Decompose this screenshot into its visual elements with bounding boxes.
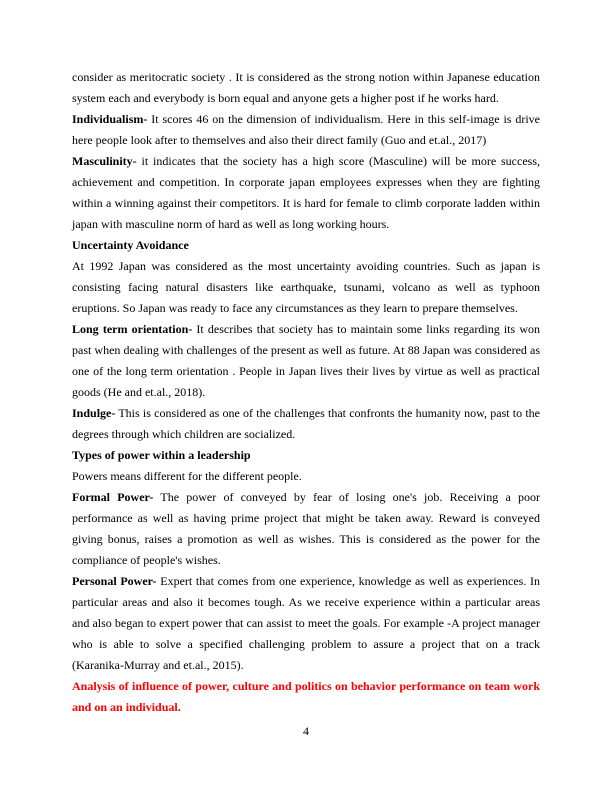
paragraph-meritocratic-society — [72, 67, 540, 109]
paragraph-lead: Formal Power- — [72, 490, 154, 504]
section-heading-text: Uncertainty Avoidance — [72, 238, 189, 252]
page-number: 4 — [303, 724, 309, 738]
paragraph-indulge — [72, 403, 540, 445]
paragraph-uncertainty-avoidance-body — [72, 256, 540, 319]
paragraph-text: Powers means different for the different people. — [72, 469, 302, 483]
paragraph-powers-means — [72, 466, 540, 487]
paragraph-masculinity — [72, 151, 540, 235]
paragraph-text: it indicates that the society has a high score (Masculine) will be more success, achievement and competition. In corporate japan employees expresses when they are fighting within a winning against their competitors. It is hard for female to climb corporate ladden within japan with masculine norm of hard as well as long working hours. — [72, 154, 540, 231]
paragraph-lead: Individualism- — [72, 112, 148, 126]
heading-types-of-power — [72, 445, 540, 466]
heading-uncertainty-avoidance — [72, 235, 540, 256]
paragraph-text: Expert that comes from one experience, knowledge as well as experiences. In particular areas and also it becomes tough. As we receive experience within a particular areas and also began to expert power that can assist to meet the goals. For example -A project manager who is able to solve a specified challenging problem to assure a project that on a track (Karanika-Murray and et.al., 2015). — [72, 574, 541, 672]
paragraph-text: It describes that society has to maintain some links regarding its won past when dealing with challenges of the present as well as future. At 88 Japan was considered as one of the long term orientation . People in Japan lives their lives by virtue as well as practical goods (He and et.al., 2018). — [72, 322, 540, 399]
document-body — [72, 67, 540, 718]
red-heading-text: Analysis of influence of power, culture and politics on behavior performance on team work and on an individual. — [72, 679, 540, 714]
paragraph-text: At 1992 Japan was considered as the most uncertainty avoiding countries. Such as japan is consisting facing natural disasters like earthquake, tsunami, volcano as well as typhoon eruptions. So Japan was ready to face any circumstances as they learn to prepare themselves. — [72, 259, 540, 315]
paragraph-long-term-orientation — [72, 319, 540, 403]
paragraph-lead: Masculinity- — [72, 154, 137, 168]
paragraph-individualism — [72, 109, 540, 151]
page-footer — [0, 721, 612, 742]
heading-analysis-red — [72, 676, 540, 718]
paragraph-text: The power of conveyed by fear of losing one's job. Receiving a poor performance as well as having prime project that might be taken away. Reward is conveyed giving bonus, raises a promotion as well as wishes. This is considered as the power for the compliance of people's wishes. — [72, 490, 540, 567]
section-heading-text: Types of power within a leadership — [72, 448, 251, 462]
paragraph-lead: Long term orientation- — [72, 322, 193, 336]
paragraph-formal-power — [72, 487, 540, 571]
paragraph-text: It scores 46 on the dimension of individualism. Here in this self-image is drive here people look after to themselves and also their direct family (Guo and et.al., 2017) — [72, 112, 540, 147]
paragraph-text: consider as meritocratic society . It is considered as the strong notion within Japanese education system each and everybody is born equal and anyone gets a higher post if he works hard. — [72, 70, 540, 105]
paragraph-lead: Indulge- — [72, 406, 116, 420]
paragraph-lead: Personal Power- — [72, 574, 157, 588]
paragraph-text: This is considered as one of the challenges that confronts the humanity now, past to the degrees through which children are socialized. — [72, 406, 540, 441]
paragraph-personal-power — [72, 571, 540, 676]
